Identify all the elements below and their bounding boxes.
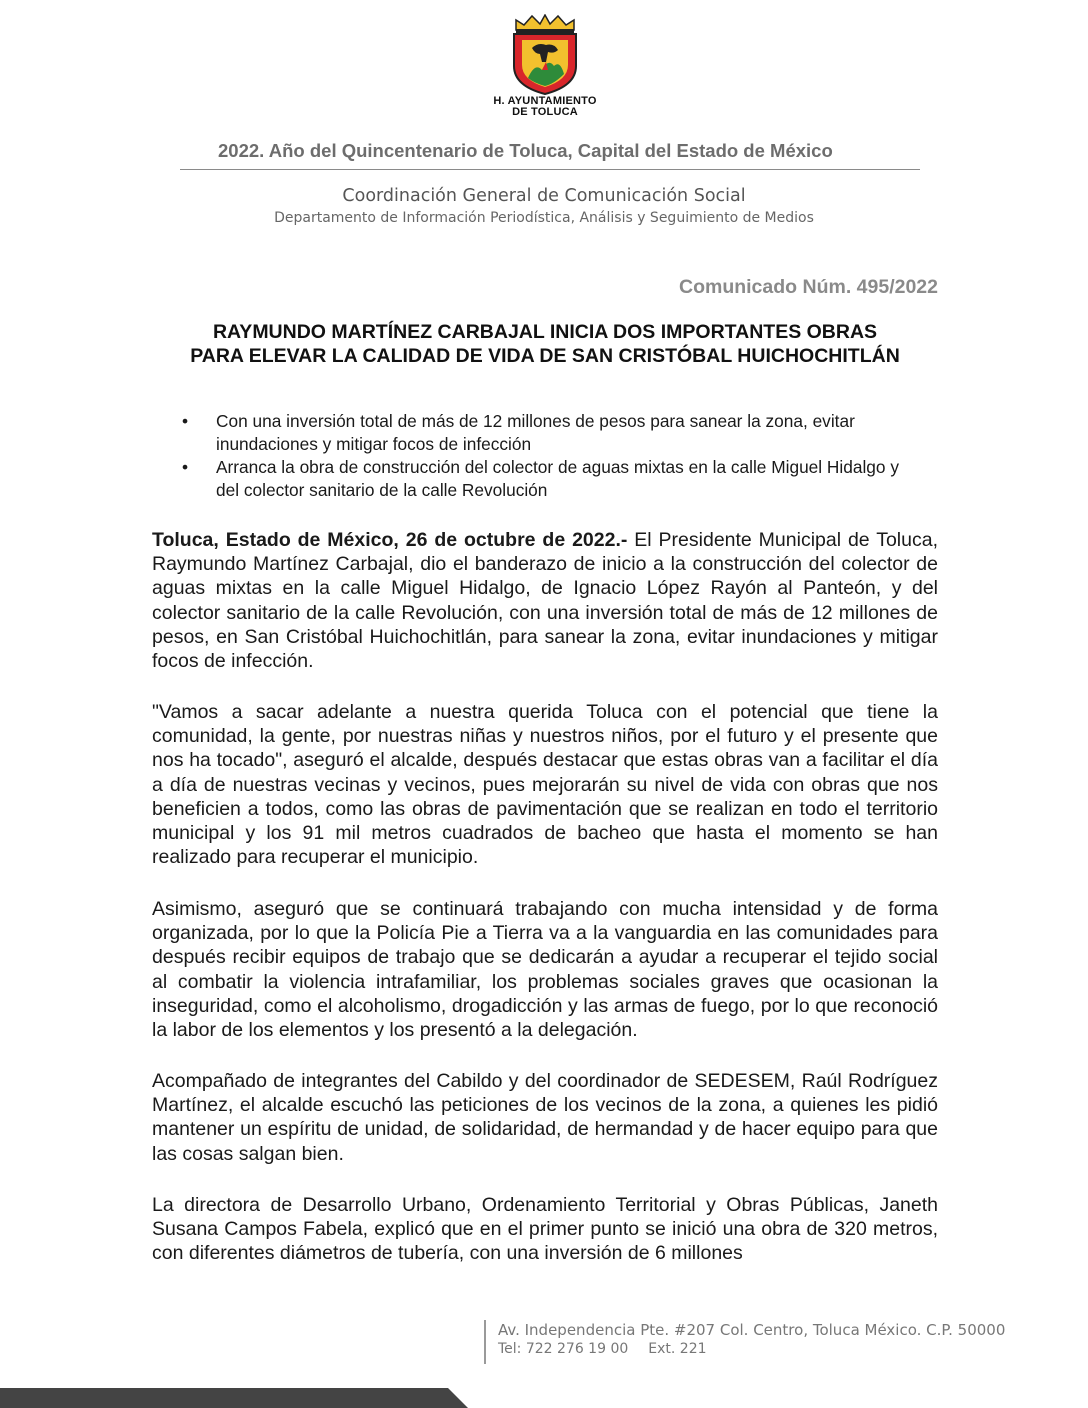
bullet-item: [180, 410, 910, 456]
footer-contact: [498, 1341, 707, 1357]
coat-of-arms-icon: [502, 14, 588, 96]
department-subtitle: Departamento de Información Periodística, Análisis y Seguimiento de Medios: [274, 210, 814, 226]
footer-extension: Ext. 221: [648, 1341, 707, 1357]
bullet-dot-icon: •: [182, 411, 189, 431]
bullet-item: [180, 456, 910, 502]
paragraph-5: La directora de Desarrollo Urbano, Ordenamiento Territorial y Obras Públicas, Janeth Susana Campos Fabela, explicó que en el primer punto se inició una obra de 320 metros, con diferentes diámetros de tubería, con una inversión de 6 millones: [152, 1194, 938, 1265]
bullet-dot-icon: •: [182, 457, 189, 477]
summary-bullets: [180, 410, 910, 502]
bullet-text: Arranca la obra de construcción del colector de aguas mixtas en la calle Miguel Hidalgo y del colector sanitario de la calle Revolución: [216, 457, 899, 500]
footer-divider: [484, 1320, 486, 1364]
headline-line1: RAYMUNDO MARTÍNEZ CARBAJAL INICIA DOS IMPORTANTES OBRAS: [212, 321, 878, 343]
logo-text-line2: DE TOLUCA: [512, 106, 578, 118]
header-motto: 2022. Año del Quincentenario de Toluca, Capital del Estado de México: [218, 140, 833, 161]
footer-address: Av. Independencia Pte. #207 Col. Centro, Toluca México. C.P. 50000: [498, 1321, 1006, 1339]
communique-number: Comunicado Núm. 495/2022: [678, 276, 938, 298]
footer-phone: Tel: 722 276 19 00: [498, 1341, 629, 1357]
bullet-text: Con una inversión total de más de 12 millones de pesos para sanear la zona, evitar inundaciones y mitigar focos de infección: [216, 411, 855, 454]
logo-text-line1: H. AYUNTAMIENTO: [493, 95, 597, 107]
toluca-logo: [485, 14, 605, 122]
paragraph-1-text: El Presidente Municipal de Toluca, Raymundo Martínez Carbajal, dio el banderazo de inicio a la construcción del colector de aguas mixtas en la calle Miguel Hidalgo, de Ignacio López Rayón al Panteón, y del colector sanitario de la calle Revolución, con una inversión total de más de 12 millones de pesos, en San Cristóbal Huichochitlán, para sanear la zona, evitar inundaciones y mitigar focos de infección.: [152, 529, 938, 673]
footer-decorative-bar: [0, 1388, 468, 1408]
press-headline: [152, 320, 938, 368]
paragraph-1: [152, 528, 938, 673]
paragraph-3: Asimismo, aseguró que se continuará trabajando con mucha intensidad y de forma organizada, por lo que la Policía Pie a Tierra va a la vanguardia en las comunidades para después recibir equipos de trabajo que se dedicarán a ayudar a recuperar el tejido social al combatir la violencia intrafamiliar, los problemas sociales graves que ocasionan la inseguridad, como el alcoholismo, drogadicción y las armas de fuego, por lo que reconoció la labor de los elementos y los presentó a la delegación.: [152, 898, 938, 1042]
header-divider: [180, 169, 920, 170]
dateline: Toluca, Estado de México, 26 de octubre de 2022.-: [152, 529, 628, 551]
paragraph-2: "Vamos a sacar adelante a nuestra querida Toluca con el potencial que tiene la comunidad, la gente, por nuestras niñas y nuestros niños, por el futuro y el presente que nos ha tocado", aseguró el alcalde, después destacar que estas obras van a facilitar el día a día de nuestras vecinas y vecinos, pues mejorarán su nivel de vida con obras que nos beneficien a todos, como las obras de pavimentación que se realizan en todo el territorio municipal y los 91 mil metros cuadrados de bacheo que hasta el momento se han realizado para recuperar el municipio.: [152, 701, 938, 869]
paragraph-4: Acompañado de integrantes del Cabildo y del coordinador de SEDESEM, Raúl Rodríguez Martínez, el alcalde escuchó las peticiones de los vecinos de la zona, a quienes les pidió mantener un espíritu de unidad, de solidaridad, de hermandad y de hacer equipo para que las cosas salgan bien.: [152, 1070, 938, 1165]
coordination-title: Coordinación General de Comunicación Social: [342, 186, 746, 206]
headline-line2: PARA ELEVAR LA CALIDAD DE VIDA DE SAN CRISTÓBAL HUICHOCHITLÁN: [190, 345, 900, 367]
